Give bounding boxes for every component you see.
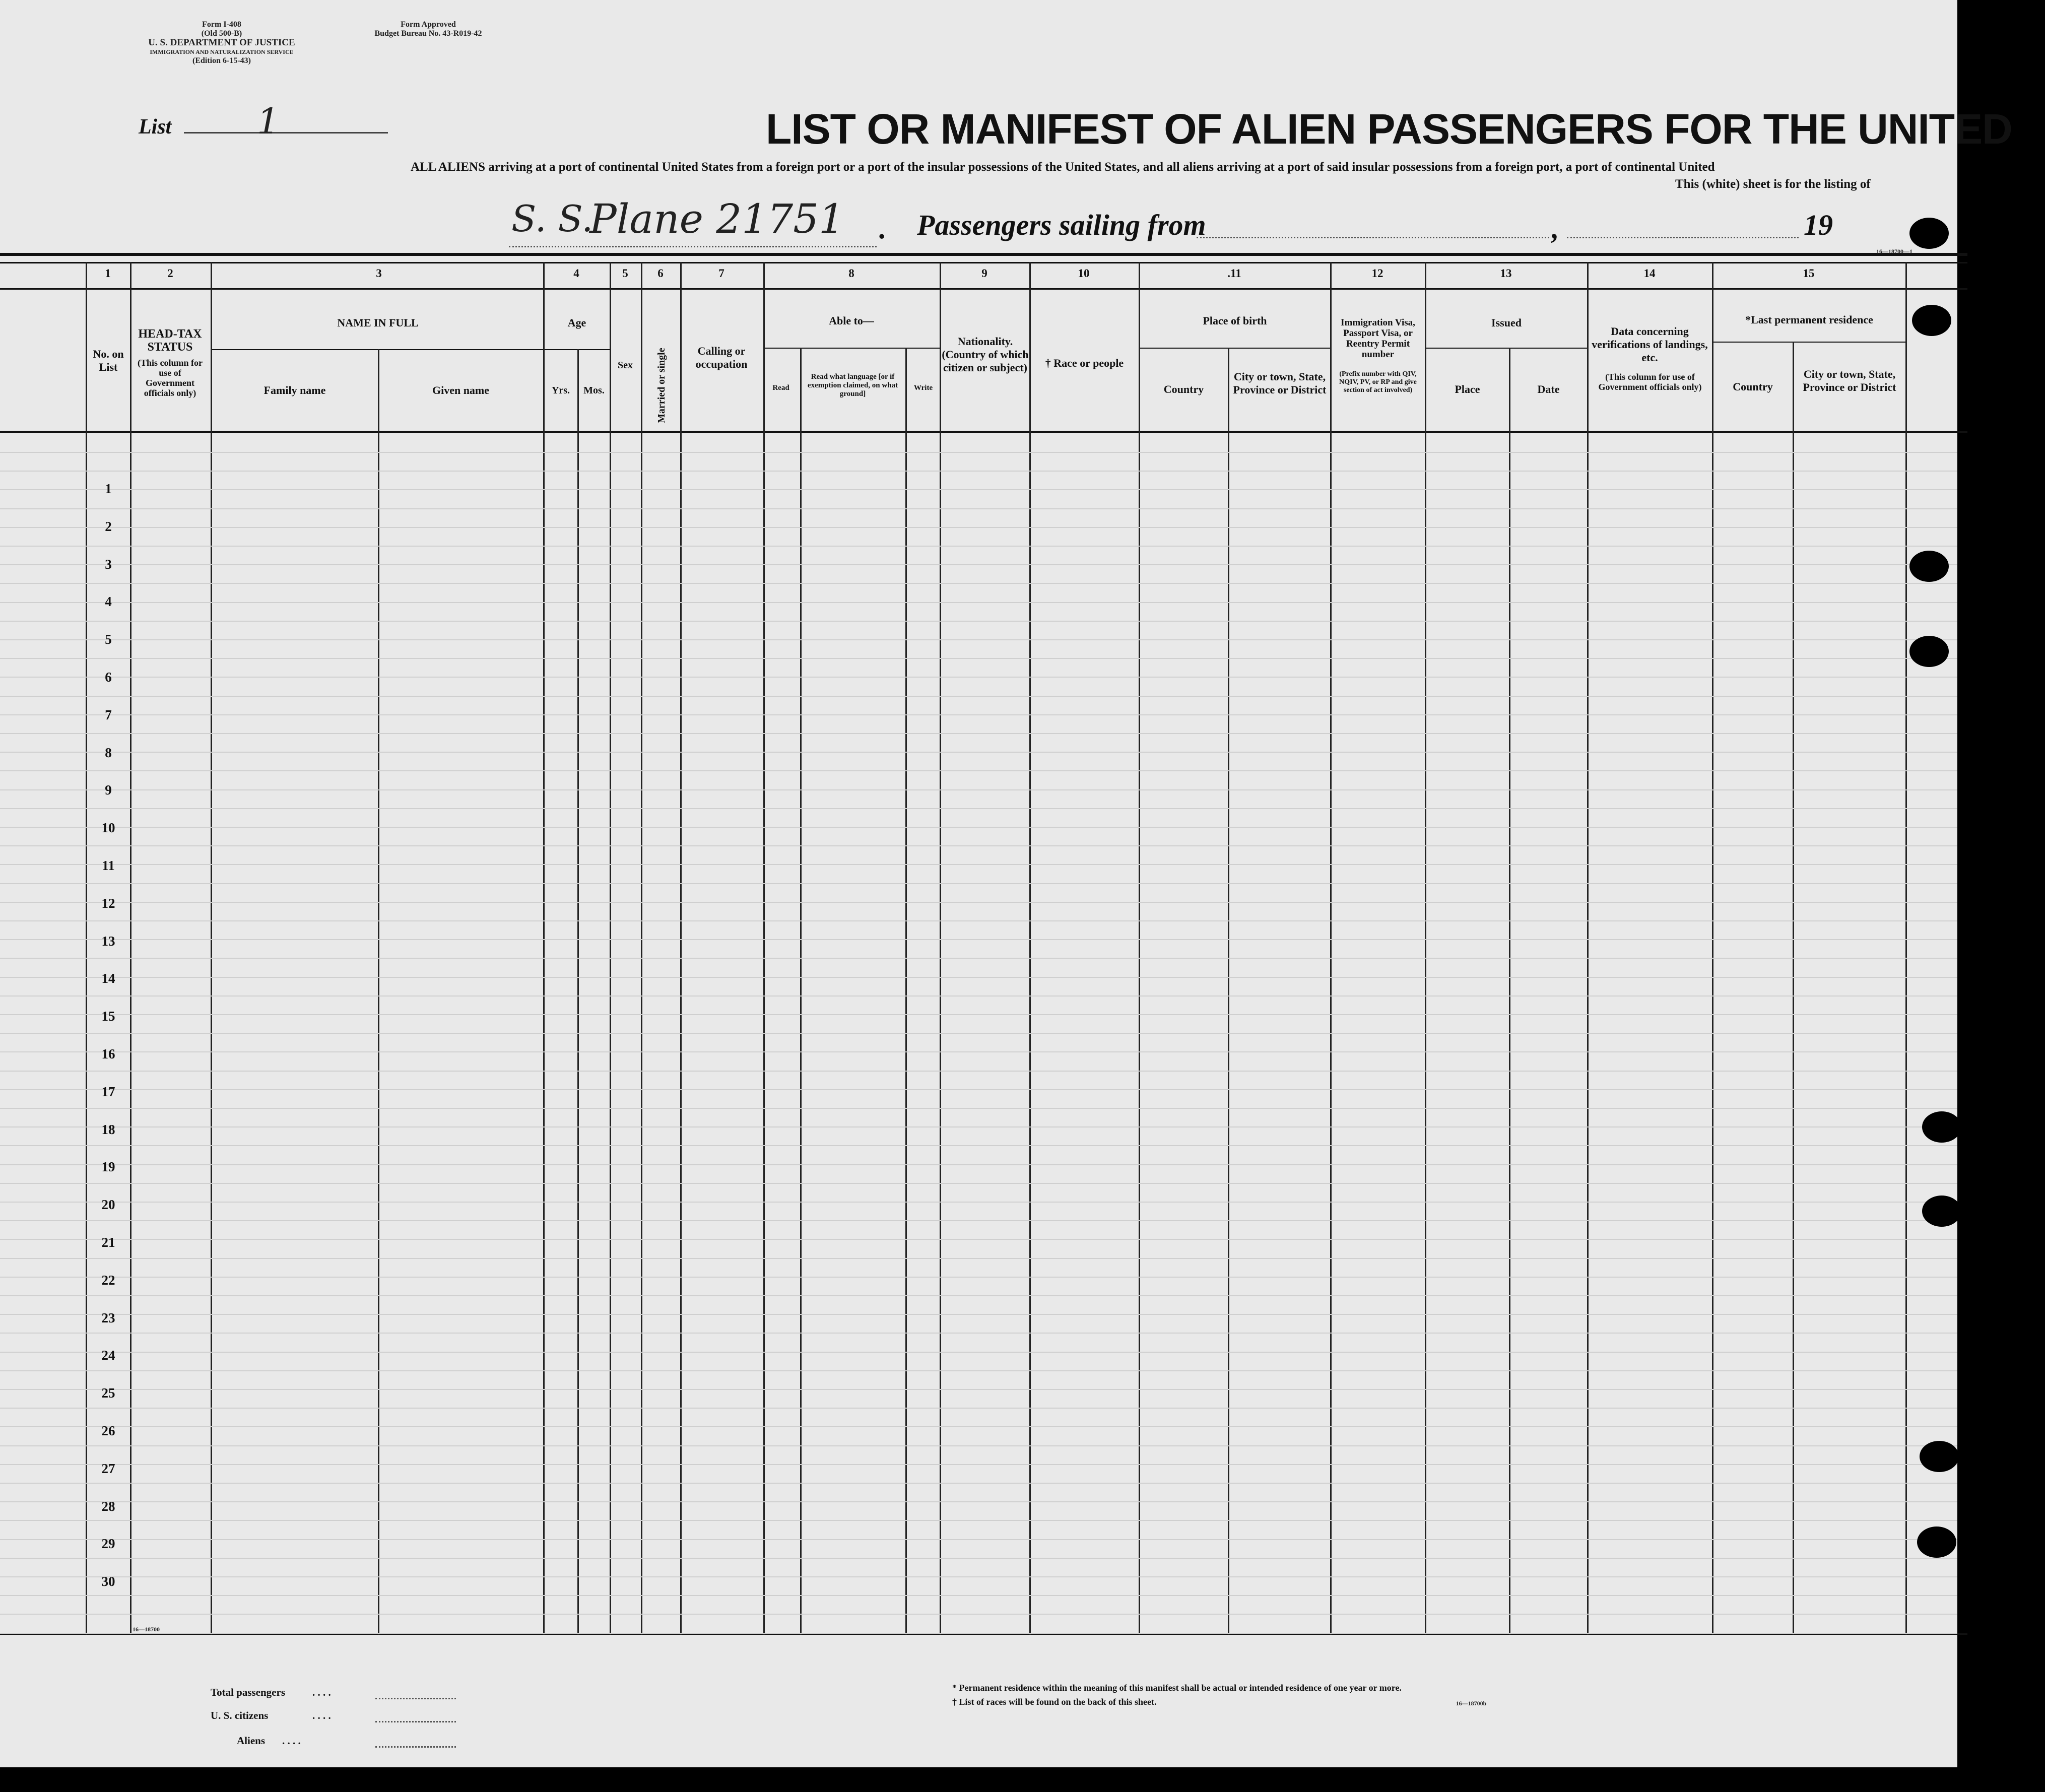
column-number: 14 bbox=[1643, 267, 1656, 280]
ruled-line bbox=[0, 1239, 1957, 1240]
footer-aliens-line bbox=[375, 1746, 456, 1748]
ruled-line bbox=[0, 471, 1957, 472]
row-number: 7 bbox=[105, 707, 112, 722]
ruled-line bbox=[0, 1389, 1957, 1390]
hdr-mos: Mos. bbox=[583, 385, 605, 396]
footer-total-line bbox=[375, 1698, 456, 1699]
row-number: 2 bbox=[105, 519, 112, 534]
ruled-line bbox=[0, 1595, 1957, 1596]
ruled-line bbox=[0, 1483, 1957, 1484]
row-number: 9 bbox=[105, 782, 112, 798]
ruled-line bbox=[0, 452, 1957, 453]
budget-bureau: Budget Bureau No. 43-R019-42 bbox=[374, 29, 482, 38]
table-top-rule-2 bbox=[0, 262, 1967, 263]
ruled-line bbox=[0, 1408, 1957, 1409]
sailing-from-label: Passengers sailing from bbox=[917, 209, 1206, 241]
footer-note-residence: * Permanent residence within the meaning of this manifest shall be actual or intended residence of one year or more. bbox=[952, 1683, 1402, 1693]
ruled-line bbox=[0, 696, 1957, 697]
stock-number-footer: 16—18700b bbox=[1456, 1700, 1487, 1707]
hdr-residence-city: City or town, State, Province or District bbox=[1803, 368, 1896, 393]
column-number: 5 bbox=[622, 267, 628, 280]
row-number: 5 bbox=[105, 632, 112, 647]
ruled-line bbox=[0, 1277, 1957, 1278]
scan-border-right bbox=[1957, 0, 2045, 1792]
footer-dots-1: . . . . bbox=[312, 1686, 331, 1698]
row-number: 11 bbox=[102, 858, 115, 873]
column-divider bbox=[680, 262, 682, 1635]
column-divider bbox=[1905, 262, 1907, 1635]
vessel-period: . bbox=[879, 212, 887, 245]
ruled-line bbox=[0, 1202, 1957, 1203]
ruled-line bbox=[0, 602, 1957, 603]
column-number: 3 bbox=[376, 267, 382, 280]
ruled-line bbox=[0, 1108, 1957, 1109]
birth-subrule bbox=[1140, 348, 1330, 349]
footer-dots-2: . . . . bbox=[312, 1709, 331, 1721]
year-prefix: 19 bbox=[1804, 209, 1833, 241]
hdr-name-in-full: NAME IN FULL bbox=[337, 316, 419, 329]
ruled-line bbox=[0, 564, 1957, 565]
row-number: 26 bbox=[101, 1423, 115, 1438]
ruled-line bbox=[0, 1520, 1957, 1521]
list-label: List bbox=[139, 115, 172, 139]
column-divider bbox=[1712, 262, 1713, 1635]
column-divider bbox=[1793, 342, 1794, 1635]
ruled-line bbox=[0, 1370, 1957, 1371]
column-divider bbox=[1425, 262, 1426, 1635]
row-number: 30 bbox=[101, 1574, 115, 1589]
hdr-visa: Immigration Visa, Passport Visa, or Reentry Permit number bbox=[1341, 317, 1415, 360]
hdr-able-to: Able to— bbox=[829, 314, 874, 327]
ruled-line bbox=[0, 789, 1957, 790]
vessel-line bbox=[509, 246, 877, 247]
vessel-prefix: S. S. bbox=[511, 197, 593, 240]
column-number: 9 bbox=[981, 267, 987, 280]
row-number: 18 bbox=[101, 1122, 115, 1137]
row-number: 10 bbox=[101, 820, 115, 835]
hdr-write: Write bbox=[913, 384, 933, 392]
ruled-line bbox=[0, 1445, 1957, 1446]
header-bottom-rule bbox=[0, 431, 1967, 433]
column-divider bbox=[1330, 262, 1332, 1635]
column-number: 1 bbox=[105, 267, 111, 280]
ruled-line bbox=[0, 1145, 1957, 1146]
ruled-line bbox=[0, 1576, 1957, 1577]
footer-citizens-line bbox=[375, 1721, 456, 1722]
ruled-line bbox=[0, 489, 1957, 490]
hdr-data-concerning: Data concerning verifications of landings, etc. bbox=[1592, 325, 1708, 364]
hdr-race: † Race or people bbox=[1045, 357, 1124, 369]
ruled-line bbox=[0, 1071, 1957, 1072]
instructions-line2: This (white) sheet is for the listing of bbox=[1675, 177, 1871, 191]
row-number: 29 bbox=[101, 1536, 115, 1551]
column-divider bbox=[905, 348, 907, 1635]
ruled-line bbox=[0, 1126, 1957, 1127]
column-divider bbox=[1029, 262, 1031, 1635]
ruled-line bbox=[0, 1501, 1957, 1502]
row-number: 13 bbox=[101, 934, 115, 949]
ruled-line bbox=[0, 1333, 1957, 1334]
ruled-line bbox=[0, 1033, 1957, 1034]
hdr-married: Married or single bbox=[656, 348, 667, 423]
hdr-calling: Calling or occupation bbox=[695, 345, 748, 370]
ruled-line bbox=[0, 770, 1957, 771]
row-number: 28 bbox=[101, 1499, 115, 1514]
approval-block bbox=[343, 20, 514, 38]
column-divider bbox=[211, 262, 212, 1635]
hdr-family-name: Family name bbox=[263, 384, 326, 396]
hdr-yrs: Yrs. bbox=[551, 385, 570, 396]
ruled-line bbox=[0, 939, 1957, 940]
ruled-line bbox=[0, 1089, 1957, 1090]
hdr-age: Age bbox=[567, 316, 586, 329]
column-divider bbox=[763, 262, 765, 1635]
column-number: 13 bbox=[1500, 267, 1512, 280]
ruled-line bbox=[0, 864, 1957, 865]
hdr-head-tax-note: (This column for use of Government officials only) bbox=[137, 358, 203, 398]
ruled-line bbox=[0, 1258, 1957, 1259]
column-divider bbox=[378, 349, 379, 1635]
row-number: 17 bbox=[101, 1084, 115, 1099]
ruled-line bbox=[0, 977, 1957, 978]
scan-border-bottom bbox=[0, 1767, 1957, 1792]
ruled-line bbox=[0, 527, 1957, 528]
sailing-port-line bbox=[1197, 237, 1549, 238]
column-divider bbox=[610, 262, 611, 1635]
ruled-line bbox=[0, 920, 1957, 921]
list-line bbox=[184, 132, 388, 134]
hdr-residence-country: Country bbox=[1733, 380, 1773, 393]
hdr-sex: Sex bbox=[618, 360, 633, 371]
instructions-line1: ALL ALIENS arriving at a port of continental United States from a foreign port or a port of the insular possessions of the United States, and all aliens arriving at a port of said insular possessions from a foreign port, a port of continental United bbox=[411, 160, 1715, 174]
ruled-line bbox=[0, 827, 1957, 828]
footer-dots-3: . . . . bbox=[282, 1735, 301, 1747]
row-number: 19 bbox=[101, 1159, 115, 1174]
column-number: 6 bbox=[657, 267, 664, 280]
hdr-given-name: Given name bbox=[432, 384, 490, 396]
row-number: 21 bbox=[101, 1235, 115, 1250]
column-divider bbox=[1509, 348, 1510, 1635]
hdr-nationality: Nationality. (Country of which citizen or subject) bbox=[942, 335, 1029, 374]
column-number: 15 bbox=[1803, 267, 1815, 280]
ruled-line bbox=[0, 1014, 1957, 1015]
hdr-birth-country: Country bbox=[1163, 383, 1204, 395]
row-number: 27 bbox=[101, 1461, 115, 1476]
ruled-line bbox=[0, 1614, 1957, 1615]
column-divider bbox=[800, 348, 802, 1635]
row-number: 4 bbox=[105, 594, 112, 609]
ruled-line bbox=[0, 995, 1957, 997]
punch-hole bbox=[1920, 1441, 1959, 1472]
punch-hole bbox=[1922, 1196, 1961, 1227]
row-number: 12 bbox=[101, 896, 115, 911]
column-divider bbox=[940, 262, 941, 1635]
list-number: 1 bbox=[257, 101, 280, 142]
row-number: 23 bbox=[101, 1310, 115, 1325]
ruled-line bbox=[0, 733, 1957, 734]
ruled-line bbox=[0, 1314, 1957, 1315]
ruled-line bbox=[0, 508, 1957, 509]
name-subrule bbox=[212, 349, 600, 350]
hdr-data-note: (This column for use of Government officials only) bbox=[1598, 372, 1702, 392]
colnum-rule bbox=[0, 288, 1967, 290]
hdr-visa-note: (Prefix number with QIV, NQIV, PV, or RP and give section of act involved) bbox=[1339, 370, 1417, 394]
ruled-line bbox=[0, 845, 1957, 846]
ruled-line bbox=[0, 1183, 1957, 1184]
column-number: 12 bbox=[1371, 267, 1383, 280]
ruled-line bbox=[0, 752, 1957, 753]
row-number: 1 bbox=[105, 481, 112, 496]
page-title: LIST OR MANIFEST OF ALIEN PASSENGERS FOR THE UNITED bbox=[766, 105, 2012, 153]
column-divider bbox=[1139, 262, 1140, 1635]
footer-note-races: † List of races will be found on the back of this sheet. bbox=[952, 1697, 1157, 1707]
column-divider bbox=[577, 349, 579, 1635]
sailing-comma: , bbox=[1552, 212, 1559, 245]
column-number: 2 bbox=[167, 267, 173, 280]
punch-hole bbox=[1909, 551, 1949, 582]
column-number: .11 bbox=[1227, 267, 1241, 280]
ruled-line bbox=[0, 546, 1957, 547]
row-number: 8 bbox=[105, 745, 112, 760]
form-info-block bbox=[116, 20, 327, 65]
punch-hole bbox=[1909, 636, 1949, 667]
ruled-line bbox=[0, 1220, 1957, 1221]
row-number: 15 bbox=[101, 1009, 115, 1024]
hdr-no-on-list: No. on List bbox=[93, 348, 124, 373]
row-number: 14 bbox=[101, 971, 115, 986]
column-number: 10 bbox=[1078, 267, 1090, 280]
row-number: 25 bbox=[101, 1385, 115, 1401]
hdr-last-residence: *Last permanent residence bbox=[1745, 313, 1873, 326]
ruled-line bbox=[0, 808, 1957, 809]
row-number: 6 bbox=[105, 670, 112, 685]
ruled-line bbox=[0, 1539, 1957, 1540]
sailing-date-line bbox=[1567, 237, 1799, 238]
ruled-line bbox=[0, 1352, 1957, 1353]
ruled-line bbox=[0, 902, 1957, 903]
row-number: 20 bbox=[101, 1197, 115, 1212]
footer-us-citizens: U. S. citizens bbox=[211, 1709, 269, 1721]
hdr-issued-date: Date bbox=[1537, 383, 1560, 395]
age-subrule bbox=[544, 349, 610, 350]
column-number: 7 bbox=[718, 267, 724, 280]
ruled-line bbox=[0, 677, 1957, 678]
row-number: 22 bbox=[101, 1273, 115, 1288]
footer-aliens: Aliens bbox=[237, 1735, 266, 1747]
ruled-line bbox=[0, 714, 1957, 715]
form-old-number: (Old 500-B) bbox=[201, 29, 242, 38]
stock-number-top: 16—18700—1 bbox=[1876, 248, 1912, 255]
ruled-line bbox=[0, 1633, 1957, 1634]
column-divider bbox=[641, 262, 642, 1635]
hdr-place-of-birth: Place of birth bbox=[1203, 314, 1267, 327]
table-top-rule bbox=[0, 253, 1967, 256]
residence-subrule bbox=[1713, 342, 1905, 343]
able-subrule bbox=[763, 348, 940, 349]
ruled-line bbox=[0, 883, 1957, 884]
ruled-line bbox=[0, 1051, 1957, 1052]
service: IMMIGRATION AND NATURALIZATION SERVICE bbox=[150, 48, 294, 55]
ruled-line bbox=[0, 658, 1957, 659]
hdr-birth-city: City or town, State, Province or District bbox=[1233, 370, 1327, 396]
vessel-name: Plane 21751 bbox=[589, 195, 844, 242]
punch-hole bbox=[1917, 1526, 1956, 1558]
ruled-line bbox=[0, 1164, 1957, 1165]
punch-hole bbox=[1909, 218, 1949, 249]
hdr-read-language: Read what language [or if exemption claimed, on what ground] bbox=[807, 373, 898, 398]
hdr-read: Read bbox=[772, 384, 789, 392]
ruled-line bbox=[0, 1464, 1957, 1465]
ruled-line bbox=[0, 583, 1957, 584]
ruled-line bbox=[0, 1295, 1957, 1296]
ruled-line bbox=[0, 639, 1957, 640]
hdr-head-tax: HEAD-TAX STATUS bbox=[138, 327, 202, 354]
footer-total-passengers: Total passengers bbox=[211, 1686, 285, 1698]
punch-hole bbox=[1912, 305, 1951, 336]
punch-hole bbox=[1922, 1111, 1961, 1143]
column-divider bbox=[1587, 262, 1589, 1635]
stock-number-bottom: 16—18700 bbox=[133, 1626, 160, 1633]
ruled-line bbox=[0, 958, 1957, 959]
form-number: Form I-408 bbox=[202, 20, 241, 29]
column-divider bbox=[543, 262, 545, 1635]
column-number: 8 bbox=[848, 267, 854, 280]
row-number: 24 bbox=[101, 1348, 115, 1363]
ruled-line bbox=[0, 1558, 1957, 1559]
row-number: 3 bbox=[105, 557, 112, 572]
edition: (Edition 6-15-43) bbox=[192, 56, 251, 65]
issued-subrule bbox=[1426, 348, 1587, 349]
column-divider bbox=[1228, 348, 1229, 1635]
hdr-issued-place: Place bbox=[1455, 383, 1480, 395]
row-number: 16 bbox=[101, 1046, 115, 1061]
hdr-issued: Issued bbox=[1491, 316, 1522, 329]
ruled-line bbox=[0, 621, 1957, 622]
column-number: 4 bbox=[573, 267, 579, 280]
department: U. S. DEPARTMENT OF JUSTICE bbox=[148, 37, 295, 48]
form-approved: Form Approved bbox=[401, 20, 456, 29]
ruled-line bbox=[0, 1426, 1957, 1427]
